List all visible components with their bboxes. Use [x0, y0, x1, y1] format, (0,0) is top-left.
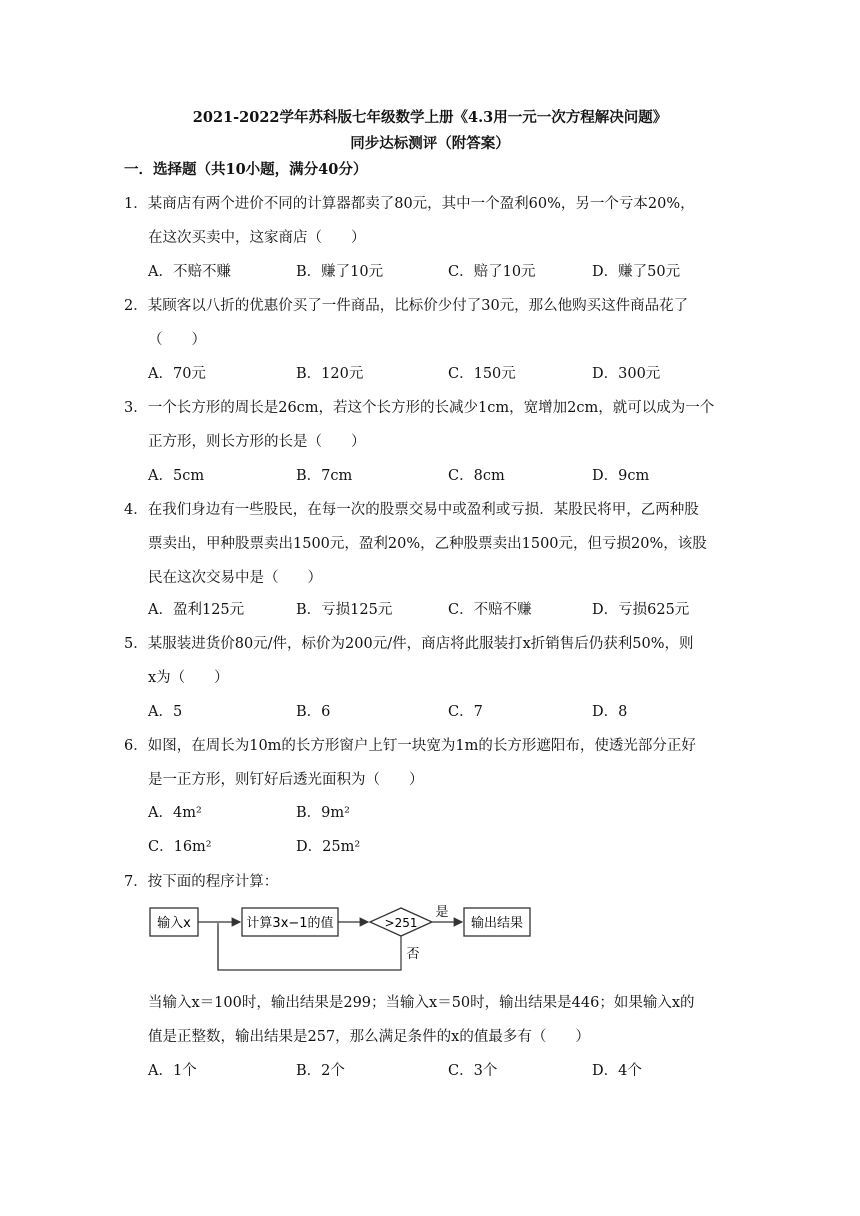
question-4-line-1: 4．在我们身边有一些股民，在每一次的股票交易中或盈利或亏损．某股民将甲，乙两种股 — [124, 502, 699, 518]
q5-option-a: A．5 — [148, 704, 183, 720]
program-flowchart — [148, 896, 548, 976]
question-3-line-1: 3．一个长方形的周长是26cm，若这个长方形的长减少1cm，宽增加2cm，就可以成为一个 — [124, 400, 715, 416]
question-7-text-line-1: 当输入x＝100时，输出结果是299；当输入x＝50时，输出结果是446；如果输入x的 — [148, 995, 695, 1011]
q1-option-a: A．不赔不赚 — [148, 264, 231, 280]
section-heading: 一．选择题（共10小题，满分40分） — [124, 161, 368, 178]
q2-option-c: C．150元 — [448, 366, 516, 382]
question-4-line-2: 票卖出，甲种股票卖出1500元，盈利20%，乙种股票卖出1500元，但亏损20%，该股 — [148, 536, 707, 552]
flow-input-label: 输入x — [157, 916, 191, 931]
q6-option-b: B．9m² — [296, 805, 350, 821]
flow-output-label: 输出结果 — [470, 916, 524, 931]
q7-option-b: B．2个 — [296, 1063, 345, 1079]
question-6-line-1: 6．如图，在周长为10m的长方形窗户上钉一块宽为1m的长方形遮阳布，使透光部分正好 — [124, 738, 696, 754]
q4-option-b: B．亏损125元 — [296, 602, 393, 618]
question-2-line-1: 2．某顾客以八折的优惠价买了一件商品，比标价少付了30元，那么他购买这件商品花了 — [124, 298, 689, 314]
q6-option-c: C．16m² — [148, 839, 212, 855]
q1-option-b: B．赚了10元 — [296, 264, 384, 280]
q5-option-b: B．6 — [296, 704, 331, 720]
question-7-text-line-2: 值是正整数，输出结果是257，那么满足条件的x的值最多有（ ） — [148, 1029, 590, 1045]
question-1-line-1: 1．某商店有两个进价不同的计算器都卖了80元，其中一个盈利60%，另一个亏本20%， — [124, 196, 695, 212]
q3-option-d: D．9cm — [592, 468, 650, 484]
question-3-line-2: 正方形，则长方形的长是（ ） — [148, 434, 366, 450]
q1-option-c: C．赔了10元 — [448, 264, 536, 280]
question-7-line-1: 7．按下面的程序计算： — [124, 874, 279, 890]
q7-option-d: D．4个 — [592, 1063, 642, 1079]
q2-option-a: A．70元 — [148, 366, 206, 382]
question-2-line-2: （ ） — [148, 332, 206, 348]
q3-option-a: A．5cm — [148, 468, 205, 484]
q4-option-a: A．盈利125元 — [148, 602, 245, 618]
flow-yes-label: 是 — [435, 905, 449, 920]
q5-option-c: C．7 — [448, 704, 483, 720]
question-4-line-3: 民在这次交易中是（ ） — [148, 570, 322, 586]
question-6-line-2: 是一正方形，则钉好后透光面积为（ ） — [148, 772, 424, 788]
q3-option-c: C．8cm — [448, 468, 505, 484]
question-5-line-1: 5．某服装进货价80元/件，标价为200元/件，商店将此服装打x折销售后仍获利50%，则 — [124, 636, 694, 652]
q2-option-b: B．120元 — [296, 366, 364, 382]
title-line-2: 同步达标测评（附答案） — [350, 135, 510, 152]
q7-option-c: C．3个 — [448, 1063, 498, 1079]
title-line-1: 2021-2022学年苏科版七年级数学上册《4.3用一元一次方程解决问题》 — [192, 109, 668, 126]
q6-option-d: D．25m² — [296, 839, 361, 855]
flow-compute-label: 计算3x−1的值 — [246, 916, 334, 931]
q2-option-d: D．300元 — [592, 366, 661, 382]
q4-option-c: C．不赔不赚 — [448, 602, 532, 618]
q7-option-a: A．1个 — [148, 1063, 197, 1079]
q5-option-d: D．8 — [592, 704, 628, 720]
q3-option-b: B．7cm — [296, 468, 353, 484]
flow-no-label: 否 — [406, 947, 420, 962]
q1-option-d: D．赚了50元 — [592, 264, 681, 280]
q4-option-d: D．亏损625元 — [592, 602, 690, 618]
q6-option-a: A．4m² — [148, 805, 202, 821]
question-1-line-2: 在这次买卖中，这家商店（ ） — [148, 230, 366, 246]
flow-condition-label: >251 — [384, 916, 418, 930]
question-5-line-2: x为（ ） — [148, 670, 229, 686]
